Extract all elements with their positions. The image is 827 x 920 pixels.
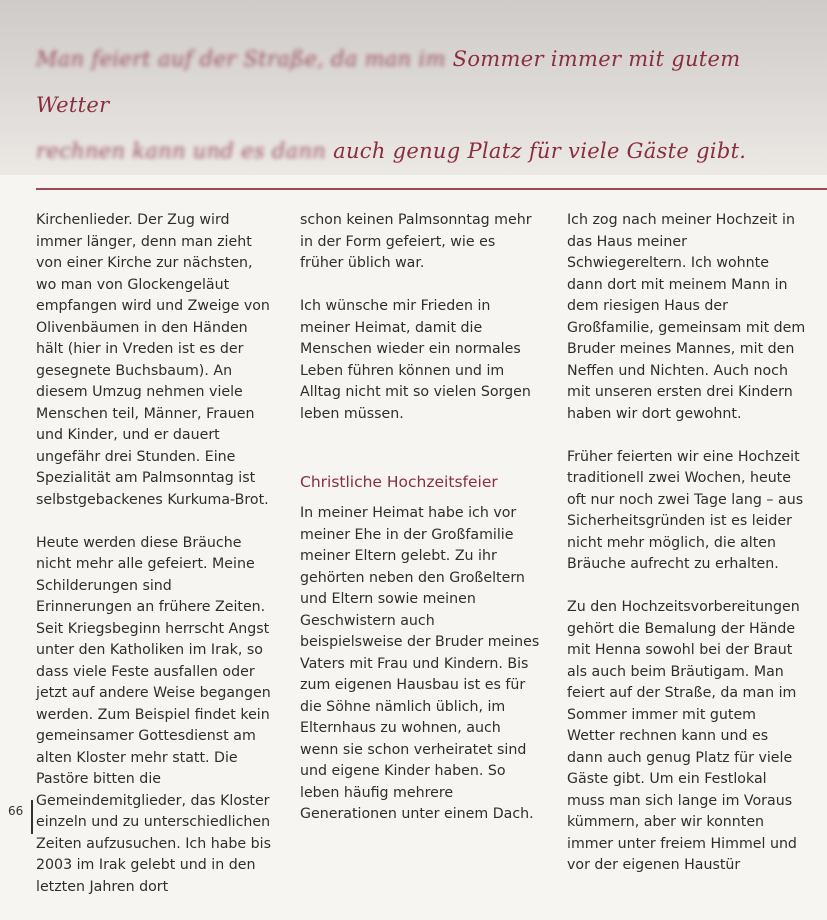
paragraph: Früher feierten wir eine Hochzeit traditionell zwei Wochen, heute oft nur noch zwei Tage lang – aus Sicherheitsgründen ist es leider nicht mehr möglich, die alten Bräuche aufrecht zu erhalten. <box>567 448 804 572</box>
paragraph: In meiner Heimat habe ich vor meiner Ehe in der Großfamilie meiner Eltern gelebt. Zu ihr gehörten neben den Großeltern und Eltern sowie meinen Geschwistern auch beispielsweise der Bruder meines Vaters mit Frau und Kindern. Bis zum eigenen Hausbau ist es für die Söhne nämlich üblich, im Elternhaus zu wohnen, auch wenn sie schon verheiratet sind und eigene Kinder haben. So leben häufig mehrere Generationen unter einem Dach. <box>300 505 540 822</box>
page-number: 66 <box>8 804 24 818</box>
paragraph: Ich zog nach meiner Hochzeit in das Haus meiner Schwiegereltern. Ich wohnte dann dort mit meinem Mann in dem riesigen Haus der Großfamilie, gemeinsam mit dem Bruder meines Mannes, mit den Neffen und Nichten. Auch noch mit unseren ersten drei Kindern haben wir dort gewohnt. <box>567 212 806 422</box>
paragraph: Kirchenlieder. Der Zug wird immer länger, denn man zieht von einer Kirche zur nächsten, wo man von Glockengeläut empfangen wird und Zweige von Olivenbäumen in den Händen hält (hier in Vreden ist es der gesegnete Buchsbaum). An diesem Umzug nehmen viele Menschen teil, Männer, Frauen und Kinder, und er dauert ungefähr drei Stunden. Eine Spezialität am Palmsonntag ist selbstgebackenes Kurkuma-Brot. <box>36 212 270 508</box>
pull-quote <box>36 36 816 174</box>
divider-line <box>36 188 827 190</box>
paragraph: schon keinen Palmsonntag mehr in der Form gefeiert, wie es früher üblich war. <box>300 212 532 271</box>
text-column-2 <box>300 210 540 847</box>
paragraph: Zu den Hochzeitsvorbereitungen gehört die Bemalung der Hände mit Henna sowohl bei der Braut als auch beim Bräutigam. Man feiert auf der Straße, da man im Sommer immer mit gutem Wetter rechnen kann und es dann auch genug Platz für viele Gäste gibt. Um ein Festlokal muss man sich lange im Voraus kümmern, aber wir konnten immer unter freiem Himmel und vor der eigenen Haustür <box>567 599 800 873</box>
section-heading: Christliche Hochzeitsfeier <box>300 473 498 491</box>
quote-faded-text-2: rechnen kann und es dann <box>36 139 334 163</box>
text-column-1 <box>36 210 272 920</box>
paragraph: Ich wünsche mir Frieden in meiner Heimat, damit die Menschen wieder ein normales Leben führen können und im Alltag nicht mit so vielen Sorgen leben müssen. <box>300 298 531 422</box>
page-number-bar <box>31 800 33 834</box>
quote-text-2: auch genug Platz für viele Gäste gibt. <box>333 139 747 163</box>
text-column-3 <box>567 210 807 898</box>
quote-text-1: Sommer immer mit gutem Wetter <box>36 47 741 117</box>
paragraph: Heute werden diese Bräuche nicht mehr alle gefeiert. Meine Schilderungen sind Erinnerungen an frühere Zeiten. Seit Kriegsbeginn herrscht Angst unter den Katholiken im Irak, so dass viele Feste ausfallen oder jetzt auf andere Weise begangen werden. Zum Beispiel findet kein gemeinsamer Gottesdienst am alten Kloster mehr statt. Die Pastöre bitten die Gemeindemitglieder, das Kloster einzeln und zu unterschiedlichen Zeiten aufzusuchen. Ich habe bis 2003 im Irak gelebt und in den letzten Jahren dort <box>36 534 271 895</box>
quote-faded-text-1: Man feiert auf der Straße, da man im <box>36 47 453 71</box>
